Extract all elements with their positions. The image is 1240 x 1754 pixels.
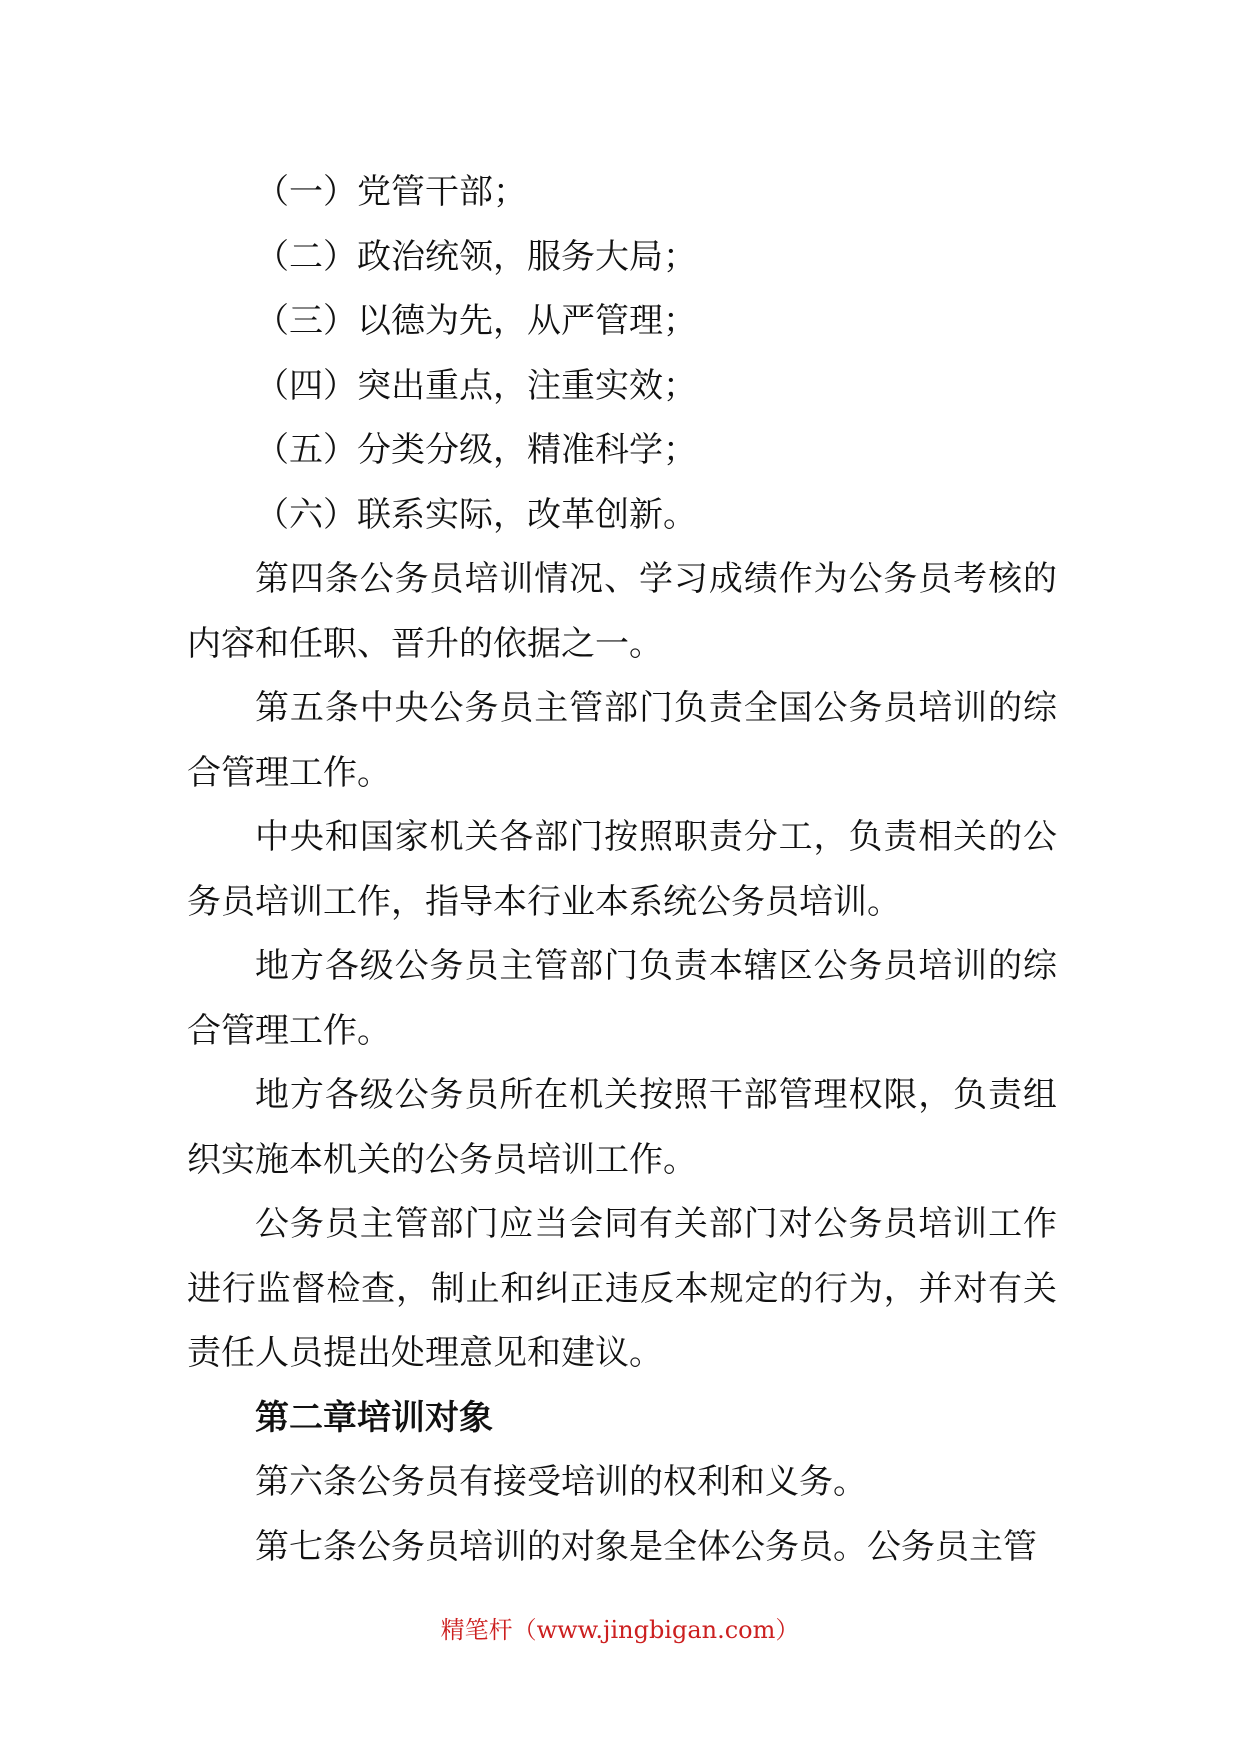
document-body bbox=[187, 160, 1057, 1579]
local-agencies-paragraph: 地方各级公务员所在机关按照干部管理权限，负责组织实施本机关的公务员培训工作。 bbox=[187, 1075, 1057, 1180]
central-agencies-paragraph: 中央和国家机关各部门按照职责分工，负责相关的公务员培训工作，指导本行业本系统公务员培训。 bbox=[187, 817, 1057, 922]
principle-item-4: （四）突出重点，注重实效； bbox=[255, 365, 697, 406]
article-7-paragraph: 第七条公务员培训的对象是全体公务员。公务员主管 bbox=[255, 1526, 1037, 1567]
footer-watermark: 精笔杆（www.jingbigan.com） bbox=[440, 1616, 800, 1644]
chapter-2-heading: 第二章培训对象 bbox=[255, 1397, 493, 1438]
principle-item-2: （二）政治统领，服务大局； bbox=[255, 236, 697, 277]
principle-item-6: （六）联系实际，改革创新。 bbox=[255, 494, 697, 535]
article-4-paragraph: 第四条公务员培训情况、学习成绩作为公务员考核的内容和任职、晋升的依据之一。 bbox=[187, 559, 1057, 664]
local-authorities-paragraph: 地方各级公务员主管部门负责本辖区公务员培训的综合管理工作。 bbox=[187, 946, 1057, 1051]
principle-item-1: （一）党管干部； bbox=[255, 172, 527, 212]
article-6-paragraph: 第六条公务员有接受培训的权利和义务。 bbox=[255, 1462, 867, 1502]
supervision-paragraph: 公务员主管部门应当会同有关部门对公务员培训工作进行监督检查，制止和纠正违反本规定的行为，并对有关责任人员提出处理意见和建议。 bbox=[187, 1204, 1057, 1373]
principle-item-3: （三）以德为先，从严管理； bbox=[255, 301, 697, 341]
article-5-paragraph: 第五条中央公务员主管部门负责全国公务员培训的综合管理工作。 bbox=[187, 688, 1057, 793]
principle-item-5: （五）分类分级，精准科学； bbox=[255, 430, 697, 470]
